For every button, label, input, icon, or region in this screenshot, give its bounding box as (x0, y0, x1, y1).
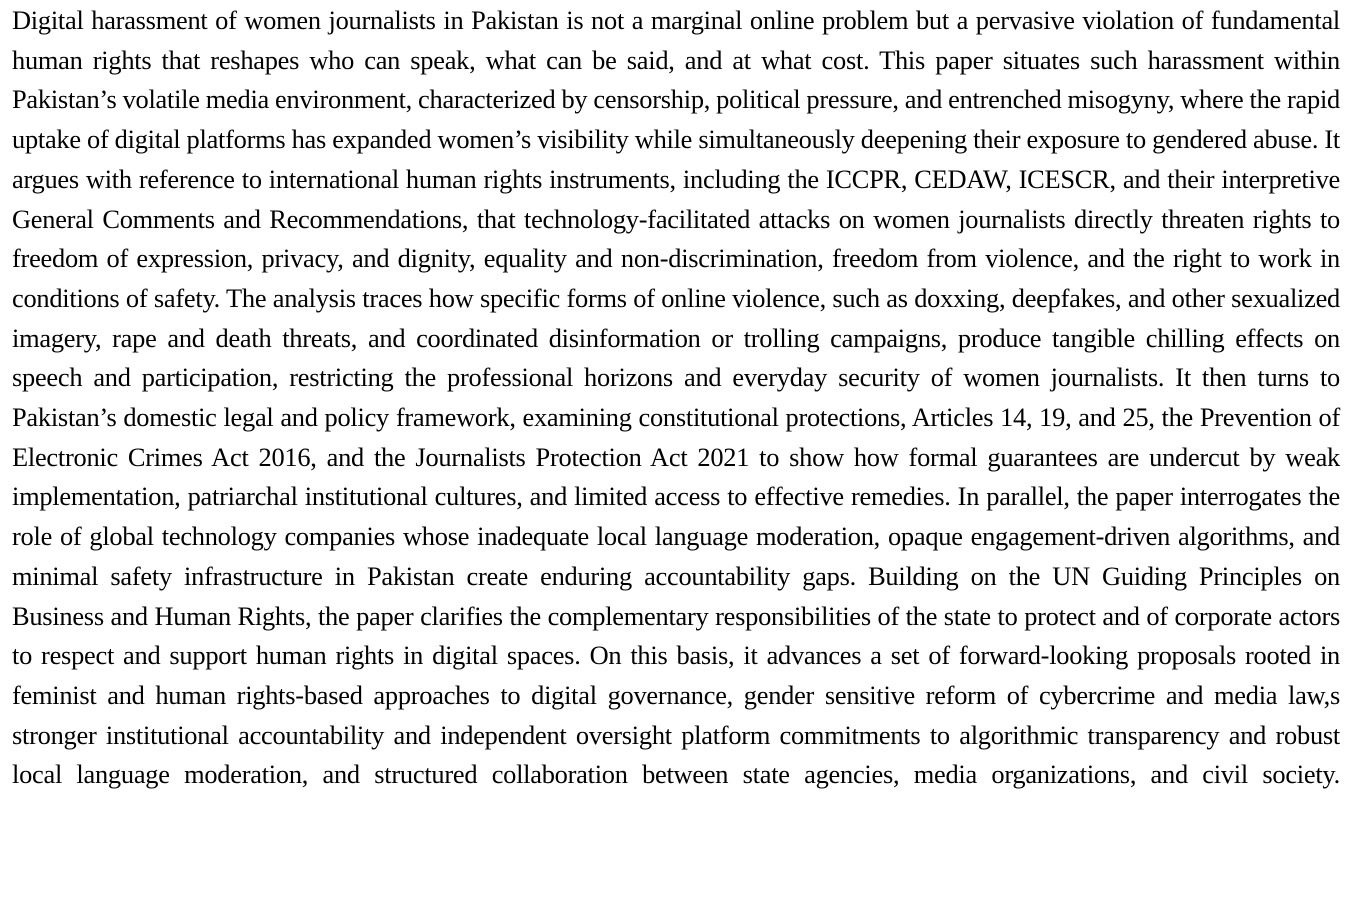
abstract-paragraph: Digital harassment of women journalists in Pakistan is not a marginal online problem but a pervasive violation of fundamental human rights that reshapes who can speak, what can be said, and at what cost. This paper situates such harassment within Pakistan’s volatile media environment, characterized by censorship, political pressure, and entrenched misogyny, where the rapid uptake of digital platforms has expanded women’s visibility while simultaneously deepening their exposure to gendered abuse. It argues with reference to international human rights instruments, including the ICCPR, CEDAW, ICESCR, and their interpretive General Comments and Recommendations, that technology-facilitated attacks on women journalists directly threaten rights to freedom of expression, privacy, and dignity, equality and non-discrimination, freedom from violence, and the right to work in conditions of safety. The analysis traces how specific forms of online violence, such as doxxing, deepfakes, and other sexualized imagery, rape and death threats, and coordinated disinformation or trolling campaigns, produce tangible chilling effects on speech and participation, restricting the professional horizons and everyday security of women journalists. It then turns to Pakistan’s domestic legal and policy framework, examining constitutional protections, Articles 14, 19, and 25, the Prevention of Electronic Crimes Act 2016, and the Journalists Protection Act 2021 to show how formal guarantees are undercut by weak implementation, patriarchal institutional cultures, and limited access to effective remedies. In parallel, the paper interrogates the role of global technology companies whose inadequate local language moderation, opaque engagement-driven algorithms, and minimal safety infrastructure in Pakistan create enduring accountability gaps. Building on the UN Guiding Principles on Business and Human Rights, the paper clarifies the complementary responsibilities of the state to protect and of corporate actors to respect and support human rights in digital spaces. On this basis, it advances a set of forward-looking proposals rooted in feminist and human rights-based approaches to digital governance, gender sensitive reform of cybercrime and media law,s stronger institutional accountability and independent oversight platform commitments to algorithmic transparency and robust local language moderation, and structured collaboration between state agencies, media organizations, and civil society. (12, 5, 1340, 790)
